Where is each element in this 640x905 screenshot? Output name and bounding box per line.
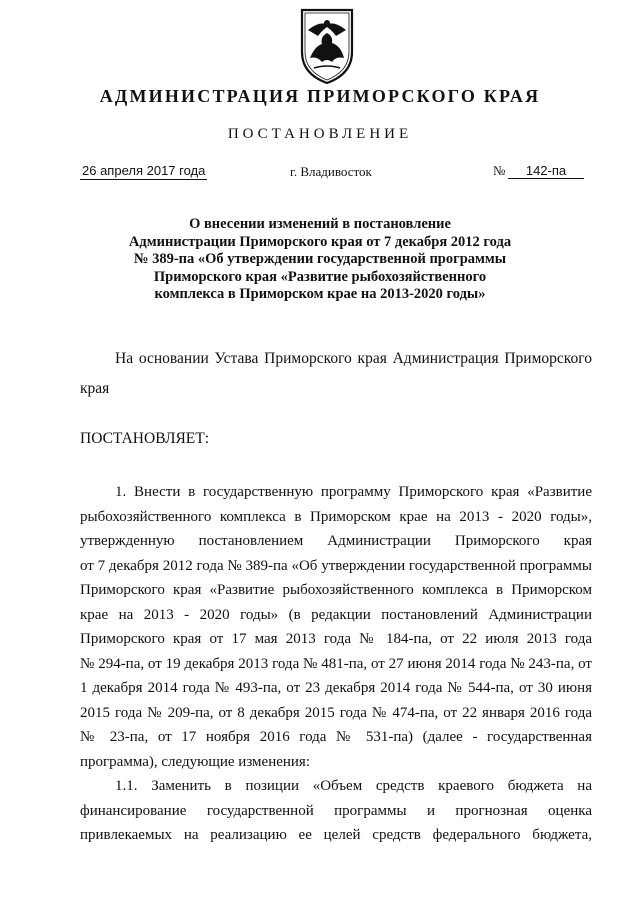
body-line: программа), следующие изменения: bbox=[80, 753, 310, 770]
body-line: 1 декабря 2014 года № 493-па, от 23 декабря 2014 года № 544-па, от 30 июня bbox=[80, 680, 592, 696]
body-line: 2015 года № 209-па, от 8 декабря 2015 года № 474-па, от 22 января 2016 года bbox=[80, 704, 592, 721]
organization-name: АДМИНИСТРАЦИЯ ПРИМОРСКОГО КРАЯ bbox=[99, 86, 541, 106]
title-line: Администрации Приморского края от 7 декабря 2012 года bbox=[128, 233, 512, 250]
document-body bbox=[80, 480, 592, 848]
resolves-heading: ПОСТАНОВЛЯЕТ: bbox=[80, 430, 210, 447]
document-city: г. Владивосток bbox=[290, 164, 372, 179]
number-label: № bbox=[493, 163, 506, 178]
body-line: финансирование государственной программы и прогнозная оценка bbox=[80, 802, 592, 819]
coat-of-arms-emblem bbox=[296, 6, 358, 86]
body-line: 1.1. Заменить в позиции «Объем средств краевого бюджета на bbox=[115, 778, 592, 794]
title-line: комплекса в Приморском крае на 2013-2020 годы» bbox=[154, 286, 486, 302]
basis-paragraph-line: На основании Устава Приморского края Администрация Приморского bbox=[115, 350, 592, 367]
body-line: Приморского края от 17 мая 2013 года № 184-па, от 22 июля 2013 года bbox=[80, 631, 592, 647]
title-line: О внесении изменений в постановление bbox=[189, 216, 451, 232]
title-line: № 389-па «Об утверждении государственной программы bbox=[133, 251, 507, 267]
body-line: привлекаемых на реализацию ее целей средств федерального бюджета, bbox=[80, 827, 592, 843]
body-line: от 7 декабря 2012 года № 389-па «Об утверждении государственной программы bbox=[80, 557, 592, 574]
document-type: ПОСТАНОВЛЕНИЕ bbox=[227, 126, 413, 142]
document-number: 142-па bbox=[508, 163, 584, 179]
body-line: Приморского края «Развитие рыбохозяйственного комплекса в Приморском bbox=[80, 582, 592, 598]
title-line: Приморского края «Развитие рыбохозяйственного bbox=[153, 268, 487, 285]
basis-paragraph-line: края bbox=[80, 380, 110, 397]
document-title bbox=[110, 216, 530, 304]
document-date: 26 апреля 2017 года bbox=[82, 163, 206, 178]
body-line: 1. Внести в государственную программу Приморского края «Развитие bbox=[115, 484, 592, 500]
body-line: № 23-па, от 17 ноября 2016 года № 531-па) (далее - государственная bbox=[80, 729, 592, 745]
body-line: рыбохозяйственного комплекса в Приморском крае на 2013 - 2020 годы», bbox=[80, 508, 592, 525]
body-line: № 294-па, от 19 декабря 2013 года № 481-па, от 27 июня 2014 года № 243-па, от bbox=[80, 655, 592, 672]
body-line: крае на 2013 - 2020 годы» (в редакции постановлений Администрации bbox=[80, 606, 592, 623]
body-line: утвержденную постановлением Администрации Приморского края bbox=[80, 533, 592, 549]
